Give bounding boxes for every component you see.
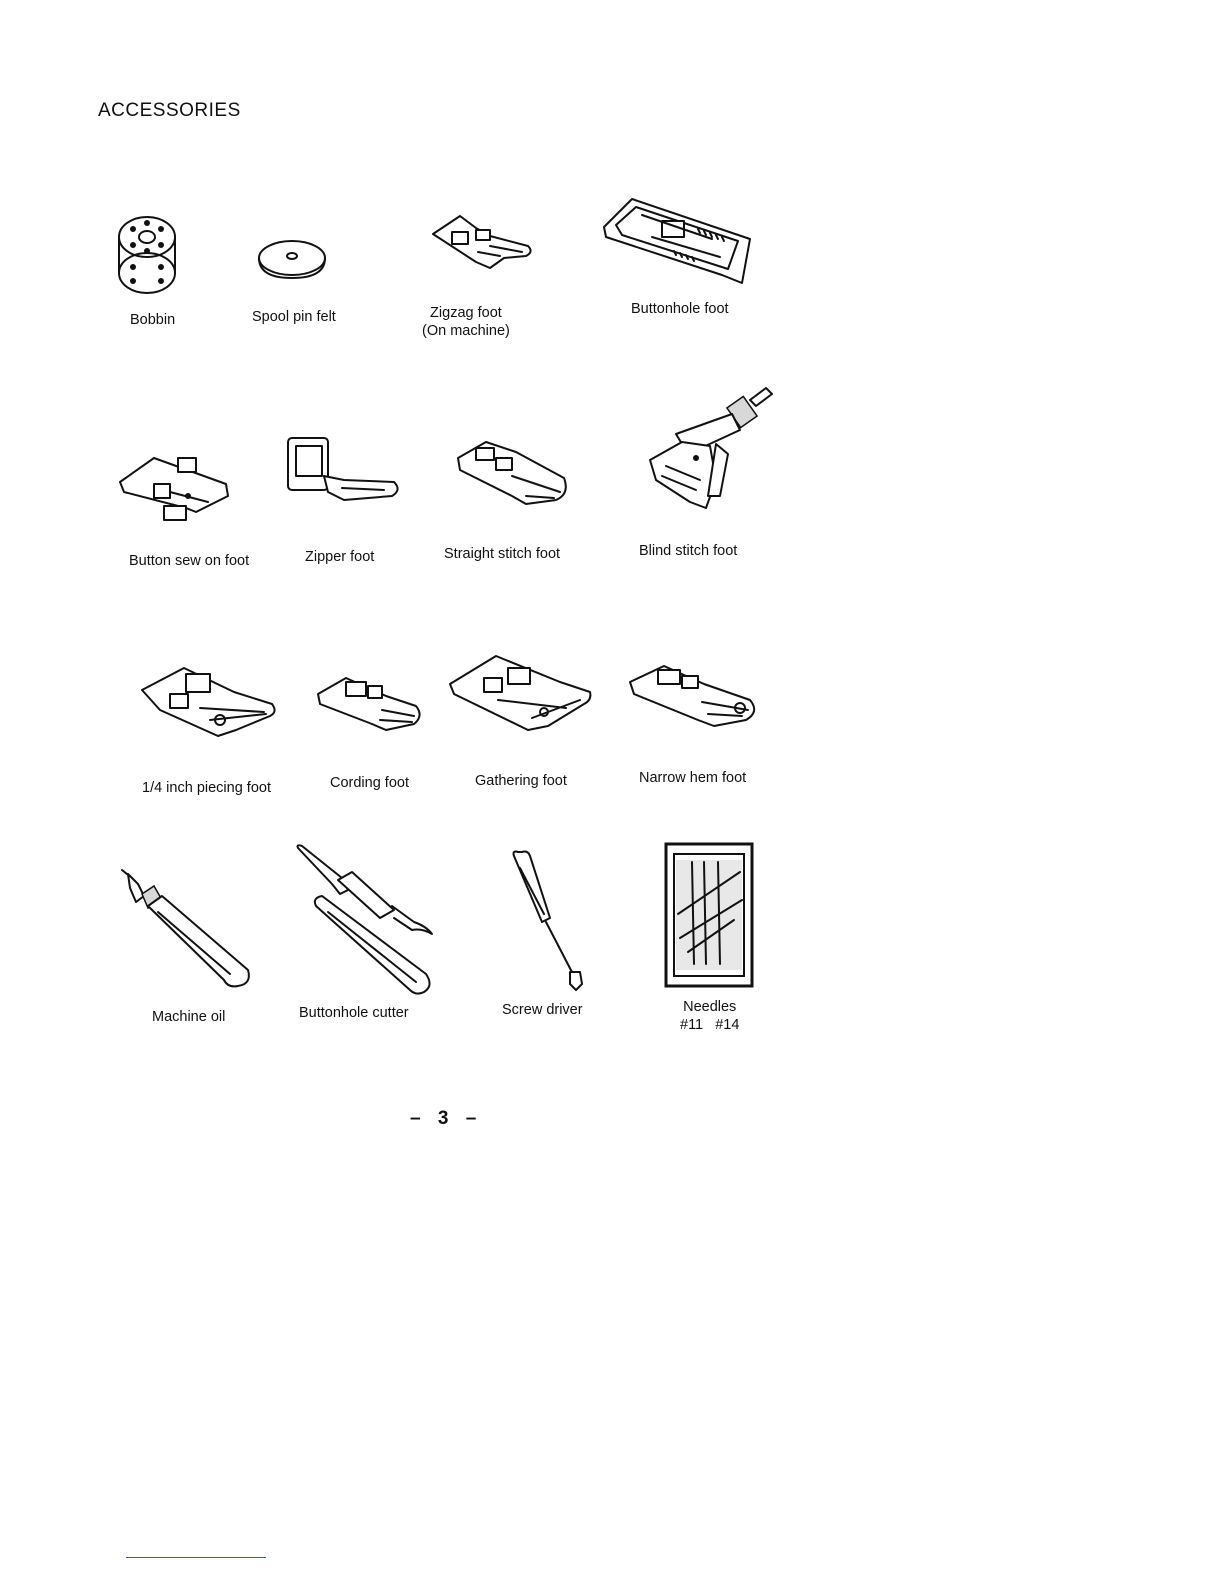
quarter-inch-piecing-foot-icon [140, 664, 278, 740]
straight-stitch-foot-icon [456, 438, 572, 508]
buttonhole-cutter-icon [294, 842, 440, 998]
screw-driver-label: Screw driver [502, 1002, 583, 1018]
machine-oil-icon [118, 866, 254, 990]
buttonhole-foot-label: Buttonhole foot [631, 301, 729, 317]
gathering-foot-icon [448, 654, 594, 734]
zigzag-foot-label-main: Zigzag foot [430, 305, 502, 321]
needles-icon [664, 842, 754, 988]
gathering-foot-label: Gathering foot [475, 773, 567, 789]
bobbin-icon [115, 215, 180, 295]
spool-pin-felt-icon [256, 238, 328, 282]
zipper-foot-label: Zipper foot [305, 549, 375, 565]
needles-label-sizes: #11 #14 [680, 1017, 740, 1033]
needles-label-main: Needles [683, 999, 737, 1015]
buttonhole-foot-icon [602, 195, 754, 287]
quarter-inch-piecing-foot-label: 1/4 inch piecing foot [142, 780, 271, 796]
zipper-foot-icon [284, 434, 404, 506]
straight-stitch-foot-label: Straight stitch foot [444, 546, 561, 562]
footer-divider [126, 1557, 266, 1558]
blind-stitch-foot-label: Blind stitch foot [639, 543, 738, 559]
button-sew-on-foot-icon [116, 452, 232, 524]
blind-stitch-foot-icon [636, 384, 774, 520]
zigzag-foot-label-sub: (On machine) [422, 323, 510, 339]
narrow-hem-foot-icon [628, 664, 762, 732]
machine-oil-label: Machine oil [152, 1009, 226, 1025]
narrow-hem-foot-label: Narrow hem foot [639, 770, 747, 786]
buttonhole-cutter-label: Buttonhole cutter [299, 1005, 409, 1021]
bobbin-label: Bobbin [130, 312, 176, 328]
zigzag-foot-icon [430, 212, 535, 274]
page-number: – 3 – [410, 1108, 483, 1129]
zigzag-foot-label [422, 304, 510, 340]
page-title: ACCESSORIES [98, 100, 241, 121]
button-sew-on-foot-label: Button sew on foot [129, 553, 250, 569]
spool-pin-felt-label: Spool pin felt [252, 309, 336, 325]
cording-foot-icon [316, 676, 424, 734]
screw-driver-icon [508, 848, 592, 992]
needles-label [680, 998, 739, 1034]
cording-foot-label: Cording foot [330, 775, 409, 791]
